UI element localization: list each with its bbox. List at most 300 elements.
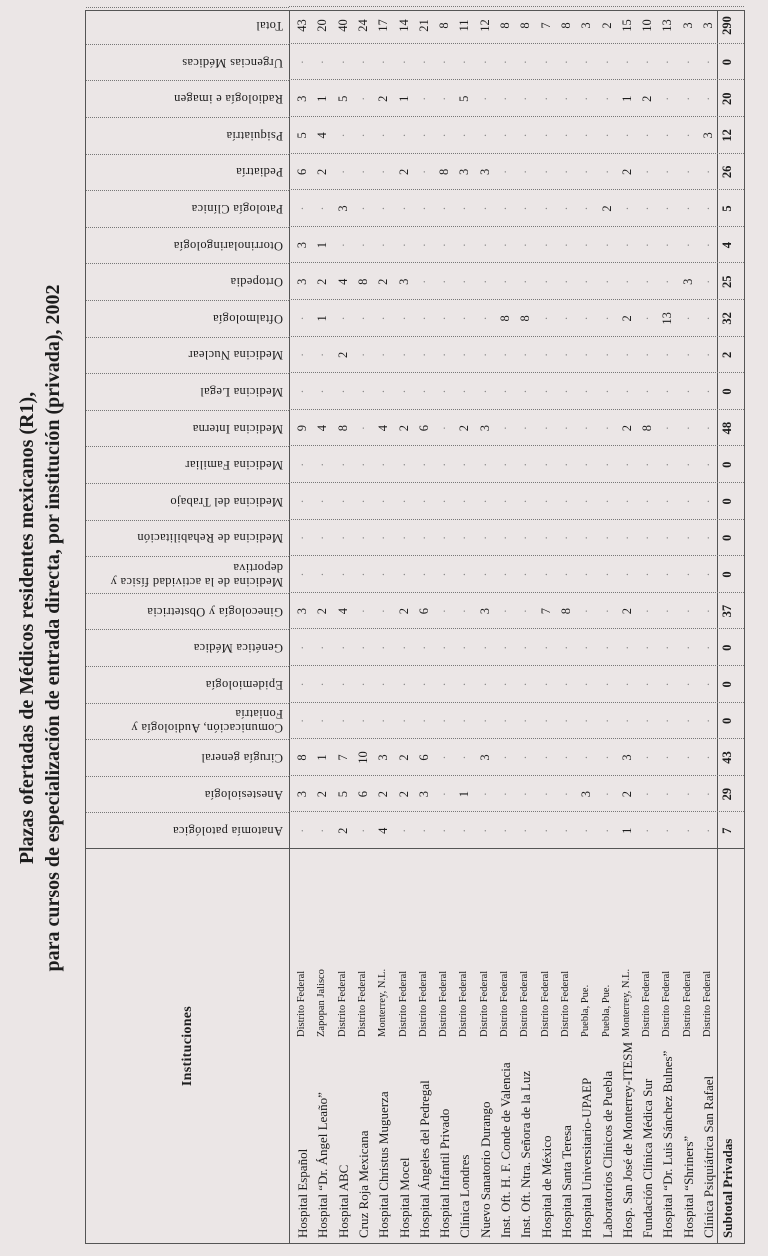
value-cell: 4 bbox=[376, 827, 391, 834]
empty-cell: · bbox=[680, 828, 695, 833]
empty-cell: · bbox=[579, 316, 594, 321]
empty-cell: · bbox=[640, 169, 655, 174]
institution-name: Hospital Christus Muguerza bbox=[376, 1091, 392, 1238]
empty-cell: · bbox=[416, 279, 431, 284]
empty-cell: · bbox=[295, 499, 309, 504]
value-cell: 0 bbox=[720, 534, 735, 542]
empty-cell: · bbox=[538, 682, 553, 687]
value-cell: 17 bbox=[376, 19, 391, 32]
empty-cell: · bbox=[619, 462, 634, 467]
column-header-label: Medicina Nuclear bbox=[188, 348, 283, 363]
column-header bbox=[86, 44, 289, 81]
column-header bbox=[86, 373, 289, 410]
empty-cell: · bbox=[315, 645, 330, 650]
empty-cell: · bbox=[680, 96, 695, 101]
empty-cell: · bbox=[477, 645, 492, 650]
institution-name: Fundación Clínica Médica Sur bbox=[640, 1078, 656, 1238]
empty-cell: · bbox=[376, 133, 391, 138]
empty-cell: · bbox=[355, 718, 370, 723]
value-cell: 3 bbox=[396, 278, 411, 285]
column-header-label: Ginecología y Obstetricia bbox=[147, 604, 283, 619]
empty-cell: · bbox=[335, 682, 350, 687]
empty-cell: · bbox=[396, 206, 411, 211]
empty-cell: · bbox=[498, 352, 512, 357]
column-header-label: Comunicación, Audiología y Foniatría bbox=[131, 707, 283, 736]
column-divider bbox=[289, 153, 744, 191]
empty-cell: · bbox=[660, 609, 675, 614]
empty-cell: · bbox=[579, 755, 594, 760]
value-cell: 8 bbox=[640, 424, 655, 432]
empty-cell: · bbox=[538, 535, 553, 540]
empty-cell: · bbox=[477, 352, 492, 357]
empty-cell: · bbox=[660, 133, 675, 138]
value-cell: 2 bbox=[619, 315, 634, 322]
column-header-label: Radiología e imagen bbox=[173, 92, 283, 107]
value-cell: 3 bbox=[680, 22, 695, 29]
empty-cell: · bbox=[315, 682, 330, 687]
title-line-1: Plazas ofertadas de Médicos residentes mexicanos (R1), bbox=[16, 391, 38, 865]
empty-cell: · bbox=[498, 645, 512, 650]
empty-cell: · bbox=[660, 682, 675, 687]
value-cell: 3 bbox=[701, 22, 715, 29]
empty-cell: · bbox=[355, 535, 370, 540]
empty-cell: · bbox=[558, 169, 573, 174]
empty-cell: · bbox=[457, 828, 472, 833]
empty-cell: · bbox=[599, 316, 614, 321]
empty-cell: · bbox=[315, 206, 330, 211]
empty-cell: · bbox=[640, 682, 655, 687]
empty-cell: · bbox=[701, 645, 715, 650]
value-cell: 3 bbox=[477, 607, 492, 615]
empty-cell: · bbox=[477, 96, 492, 101]
empty-cell: · bbox=[437, 572, 452, 577]
value-cell: 26 bbox=[720, 165, 735, 179]
empty-cell: · bbox=[579, 206, 594, 211]
institution-name: Inst. Oft. Ntra. Señora de la Luz bbox=[518, 1070, 534, 1238]
empty-cell: · bbox=[619, 535, 634, 540]
empty-cell: · bbox=[437, 206, 452, 211]
empty-cell: · bbox=[701, 96, 715, 101]
institution-location: Distrito Federal bbox=[438, 970, 450, 1037]
empty-cell: · bbox=[558, 755, 573, 760]
empty-cell: · bbox=[396, 645, 411, 650]
empty-cell: · bbox=[660, 828, 675, 833]
empty-cell: · bbox=[579, 352, 594, 357]
empty-cell: · bbox=[518, 499, 533, 504]
empty-cell: · bbox=[680, 609, 695, 614]
empty-cell: · bbox=[619, 243, 634, 248]
empty-cell: · bbox=[437, 426, 452, 431]
empty-cell: · bbox=[558, 316, 573, 321]
value-cell: 4 bbox=[720, 241, 735, 249]
value-cell: 3 bbox=[477, 168, 492, 176]
institution-location: Distrito Federal bbox=[661, 970, 673, 1037]
empty-cell: · bbox=[701, 60, 715, 65]
empty-cell: · bbox=[538, 572, 553, 577]
value-cell: 7 bbox=[538, 607, 553, 615]
empty-cell: · bbox=[477, 828, 492, 833]
value-cell: 13 bbox=[660, 19, 675, 32]
empty-cell: · bbox=[498, 499, 512, 504]
empty-cell: · bbox=[680, 352, 695, 357]
empty-cell: · bbox=[335, 462, 350, 467]
empty-cell: · bbox=[295, 572, 309, 577]
value-cell: 3 bbox=[579, 22, 594, 29]
empty-cell: · bbox=[457, 609, 472, 614]
empty-cell: · bbox=[619, 352, 634, 357]
empty-cell: · bbox=[315, 352, 330, 357]
empty-cell: · bbox=[680, 316, 695, 321]
empty-cell: · bbox=[538, 279, 553, 284]
empty-cell: · bbox=[498, 60, 512, 65]
value-cell: 2 bbox=[640, 95, 655, 102]
empty-cell: · bbox=[477, 389, 492, 394]
empty-cell: · bbox=[599, 426, 614, 431]
column-header-label: Ortopedia bbox=[230, 275, 283, 290]
empty-cell: · bbox=[579, 828, 594, 833]
value-cell: 2 bbox=[315, 278, 330, 285]
empty-cell: · bbox=[518, 279, 533, 284]
empty-cell: · bbox=[680, 206, 695, 211]
empty-cell: · bbox=[680, 535, 695, 540]
value-cell: 11 bbox=[457, 19, 472, 32]
institution-name: Nuevo Sanatorio Durango bbox=[477, 1101, 493, 1238]
empty-cell: · bbox=[396, 572, 411, 577]
empty-cell: · bbox=[396, 316, 411, 321]
empty-cell: · bbox=[558, 645, 573, 650]
empty-cell: · bbox=[355, 828, 370, 833]
document-title bbox=[14, 0, 66, 1256]
empty-cell: · bbox=[599, 389, 614, 394]
empty-cell: · bbox=[640, 535, 655, 540]
empty-cell: · bbox=[579, 462, 594, 467]
empty-cell: · bbox=[701, 718, 715, 723]
column-header bbox=[86, 80, 289, 117]
empty-cell: · bbox=[355, 60, 370, 65]
column-divider bbox=[289, 6, 744, 44]
empty-cell: · bbox=[599, 609, 614, 614]
empty-cell: · bbox=[335, 243, 350, 248]
institution-name: Hosp. San José de Monterrey-ITESM bbox=[619, 1041, 635, 1238]
empty-cell: · bbox=[376, 316, 391, 321]
empty-cell: · bbox=[416, 499, 431, 504]
empty-cell: · bbox=[660, 206, 675, 211]
empty-cell: · bbox=[315, 828, 330, 833]
column-header bbox=[86, 446, 289, 483]
institution-name: Laboratorios Clínicos de Puebla bbox=[599, 1070, 615, 1238]
empty-cell: · bbox=[701, 352, 715, 357]
column-header bbox=[86, 337, 289, 374]
empty-cell: · bbox=[538, 243, 553, 248]
value-cell: 21 bbox=[416, 19, 431, 32]
value-cell: 2 bbox=[315, 607, 330, 615]
empty-cell: · bbox=[376, 169, 391, 174]
column-header-label: Oftalmología bbox=[212, 311, 283, 326]
value-cell: 15 bbox=[619, 19, 634, 32]
empty-cell: · bbox=[498, 133, 512, 138]
empty-cell: · bbox=[680, 169, 695, 174]
empty-cell: · bbox=[579, 169, 594, 174]
empty-cell: · bbox=[518, 169, 533, 174]
empty-cell: · bbox=[660, 462, 675, 467]
empty-cell: · bbox=[558, 243, 573, 248]
column-header-label: Epidemiología bbox=[205, 677, 283, 692]
value-cell: 43 bbox=[720, 751, 735, 764]
empty-cell: · bbox=[498, 426, 512, 431]
empty-cell: · bbox=[335, 535, 350, 540]
empty-cell: · bbox=[355, 609, 370, 614]
empty-cell: · bbox=[437, 243, 452, 248]
empty-cell: · bbox=[558, 60, 573, 65]
empty-cell: · bbox=[355, 206, 370, 211]
empty-cell: · bbox=[701, 316, 715, 321]
value-cell: 14 bbox=[396, 19, 411, 32]
empty-cell: · bbox=[538, 792, 553, 797]
empty-cell: · bbox=[335, 718, 350, 723]
empty-cell: · bbox=[396, 462, 411, 467]
empty-cell: · bbox=[538, 426, 553, 431]
empty-cell: · bbox=[416, 389, 431, 394]
empty-cell: · bbox=[457, 462, 472, 467]
empty-cell: · bbox=[396, 828, 411, 833]
empty-cell: · bbox=[579, 243, 594, 248]
empty-cell: · bbox=[477, 572, 492, 577]
empty-cell: · bbox=[701, 609, 715, 614]
value-cell: 8 bbox=[295, 754, 309, 761]
empty-cell: · bbox=[498, 755, 512, 760]
empty-cell: · bbox=[660, 426, 675, 431]
empty-cell: · bbox=[680, 645, 695, 650]
empty-cell: · bbox=[538, 755, 553, 760]
empty-cell: · bbox=[416, 316, 431, 321]
empty-cell: · bbox=[437, 60, 452, 65]
empty-cell: · bbox=[660, 389, 675, 394]
empty-cell: · bbox=[396, 718, 411, 723]
empty-cell: · bbox=[619, 206, 634, 211]
column-divider bbox=[289, 79, 744, 117]
value-cell: 0 bbox=[720, 644, 735, 651]
empty-cell: · bbox=[619, 133, 634, 138]
empty-cell: · bbox=[558, 352, 573, 357]
value-cell: 3 bbox=[701, 132, 715, 139]
column-header-label: Total bbox=[255, 19, 283, 34]
column-divider bbox=[289, 811, 744, 849]
institution-name: Hospital ABC bbox=[335, 1164, 351, 1238]
column-header bbox=[86, 300, 289, 337]
empty-cell: · bbox=[295, 828, 309, 833]
empty-cell: · bbox=[701, 169, 715, 174]
institution-name: Clínica Psiquiátrica San Rafael bbox=[701, 1075, 716, 1238]
column-divider bbox=[289, 43, 744, 81]
empty-cell: · bbox=[477, 462, 492, 467]
empty-cell: · bbox=[680, 389, 695, 394]
empty-cell: · bbox=[295, 206, 309, 211]
empty-cell: · bbox=[477, 718, 492, 723]
empty-cell: · bbox=[498, 572, 512, 577]
value-cell: 2 bbox=[315, 790, 330, 798]
empty-cell: · bbox=[518, 462, 533, 467]
empty-cell: · bbox=[295, 60, 309, 65]
empty-cell: · bbox=[498, 462, 512, 467]
value-cell: 2 bbox=[315, 168, 330, 176]
empty-cell: · bbox=[558, 96, 573, 101]
value-cell: 0 bbox=[720, 498, 735, 505]
empty-cell: · bbox=[477, 243, 492, 248]
empty-cell: · bbox=[660, 169, 675, 174]
value-cell: 5 bbox=[457, 95, 472, 102]
empty-cell: · bbox=[477, 133, 492, 138]
empty-cell: · bbox=[538, 645, 553, 650]
empty-cell: · bbox=[457, 755, 472, 760]
value-cell: 4 bbox=[315, 132, 330, 139]
empty-cell: · bbox=[477, 535, 492, 540]
value-cell: 3 bbox=[295, 241, 309, 249]
empty-cell: · bbox=[640, 279, 655, 284]
empty-cell: · bbox=[437, 682, 452, 687]
column-header bbox=[86, 117, 289, 154]
empty-cell: · bbox=[376, 535, 391, 540]
column-header bbox=[86, 7, 289, 44]
value-cell: 5 bbox=[295, 132, 309, 139]
value-cell: 8 bbox=[498, 22, 512, 29]
column-divider bbox=[289, 592, 744, 630]
institution-location: Distrito Federal bbox=[458, 970, 470, 1037]
empty-cell: · bbox=[680, 499, 695, 504]
column-header bbox=[86, 593, 289, 630]
value-cell: 0 bbox=[720, 58, 735, 66]
empty-cell: · bbox=[376, 206, 391, 211]
empty-cell: · bbox=[599, 572, 614, 577]
empty-cell: · bbox=[538, 462, 553, 467]
column-header bbox=[86, 483, 289, 520]
empty-cell: · bbox=[640, 352, 655, 357]
empty-cell: · bbox=[437, 389, 452, 394]
empty-cell: · bbox=[558, 462, 573, 467]
column-header bbox=[86, 227, 289, 264]
empty-cell: · bbox=[660, 279, 675, 284]
empty-cell: · bbox=[335, 572, 350, 577]
empty-cell: · bbox=[376, 352, 391, 357]
empty-cell: · bbox=[396, 352, 411, 357]
empty-cell: · bbox=[335, 169, 350, 174]
value-cell: 12 bbox=[720, 129, 735, 142]
empty-cell: · bbox=[498, 792, 512, 797]
value-cell: 43 bbox=[295, 19, 309, 32]
empty-cell: · bbox=[701, 279, 715, 284]
empty-cell: · bbox=[376, 609, 391, 614]
empty-cell: · bbox=[640, 645, 655, 650]
empty-cell: · bbox=[640, 206, 655, 211]
empty-cell: · bbox=[579, 535, 594, 540]
column-divider bbox=[289, 189, 744, 227]
institution-name: Hospital Español bbox=[295, 1148, 310, 1238]
empty-cell: · bbox=[437, 352, 452, 357]
column-divider bbox=[289, 519, 744, 557]
empty-cell: · bbox=[437, 609, 452, 614]
value-cell: 0 bbox=[720, 461, 735, 468]
column-divider bbox=[289, 775, 744, 813]
value-cell: 4 bbox=[335, 607, 350, 615]
empty-cell: · bbox=[640, 60, 655, 65]
empty-cell: · bbox=[315, 572, 330, 577]
empty-cell: · bbox=[376, 389, 391, 394]
institution-location: Distrito Federal bbox=[336, 970, 348, 1037]
empty-cell: · bbox=[619, 389, 634, 394]
empty-cell: · bbox=[518, 60, 533, 65]
column-header-label: Medicina de Rehabilitación bbox=[137, 531, 283, 546]
empty-cell: · bbox=[558, 718, 573, 723]
empty-cell: · bbox=[457, 682, 472, 687]
empty-cell: · bbox=[660, 792, 675, 797]
empty-cell: · bbox=[538, 169, 553, 174]
institution-name: Hospital Mocel bbox=[396, 1157, 412, 1238]
value-cell: 1 bbox=[315, 95, 330, 102]
institution-location: Distrito Federal bbox=[519, 970, 531, 1037]
empty-cell: · bbox=[518, 96, 533, 101]
empty-cell: · bbox=[701, 243, 715, 248]
empty-cell: · bbox=[437, 279, 452, 284]
column-divider bbox=[289, 482, 744, 520]
value-cell: 7 bbox=[720, 827, 735, 834]
empty-cell: · bbox=[335, 316, 350, 321]
empty-cell: · bbox=[477, 206, 492, 211]
empty-cell: · bbox=[416, 96, 431, 101]
empty-cell: · bbox=[599, 243, 614, 248]
empty-cell: · bbox=[518, 243, 533, 248]
value-cell: 3 bbox=[295, 278, 309, 285]
value-cell: 32 bbox=[720, 312, 735, 325]
value-cell: 6 bbox=[416, 424, 431, 432]
column-header bbox=[86, 410, 289, 447]
empty-cell: · bbox=[376, 682, 391, 687]
empty-cell: · bbox=[701, 682, 715, 687]
empty-cell: · bbox=[538, 352, 553, 357]
empty-cell: · bbox=[680, 462, 695, 467]
column-header bbox=[86, 190, 289, 227]
empty-cell: · bbox=[558, 426, 573, 431]
value-cell: 0 bbox=[720, 717, 735, 725]
empty-cell: · bbox=[396, 133, 411, 138]
empty-cell: · bbox=[416, 682, 431, 687]
institution-name: Subtotal Privadas bbox=[720, 1138, 736, 1238]
empty-cell: · bbox=[355, 426, 370, 431]
empty-cell: · bbox=[477, 499, 492, 504]
value-cell: 1 bbox=[396, 95, 411, 102]
value-cell: 2 bbox=[619, 790, 634, 798]
empty-cell: · bbox=[640, 792, 655, 797]
empty-cell: · bbox=[437, 645, 452, 650]
empty-cell: · bbox=[376, 572, 391, 577]
institution-location: Distrito Federal bbox=[499, 970, 510, 1037]
empty-cell: · bbox=[701, 535, 715, 540]
empty-cell: · bbox=[518, 792, 533, 797]
value-cell: 2 bbox=[335, 351, 350, 359]
value-cell: 20 bbox=[720, 92, 735, 105]
value-cell: 24 bbox=[355, 19, 370, 32]
empty-cell: · bbox=[660, 499, 675, 504]
table-header-row bbox=[86, 11, 290, 1243]
value-cell: 3 bbox=[477, 754, 492, 761]
empty-cell: · bbox=[660, 243, 675, 248]
institution-name: Hospital Infantil Privado bbox=[437, 1108, 453, 1238]
value-cell: 29 bbox=[720, 787, 735, 801]
empty-cell: · bbox=[457, 279, 472, 284]
value-cell: 7 bbox=[538, 22, 553, 29]
empty-cell: · bbox=[437, 828, 452, 833]
empty-cell: · bbox=[640, 389, 655, 394]
value-cell: 3 bbox=[477, 424, 492, 432]
empty-cell: · bbox=[579, 499, 594, 504]
